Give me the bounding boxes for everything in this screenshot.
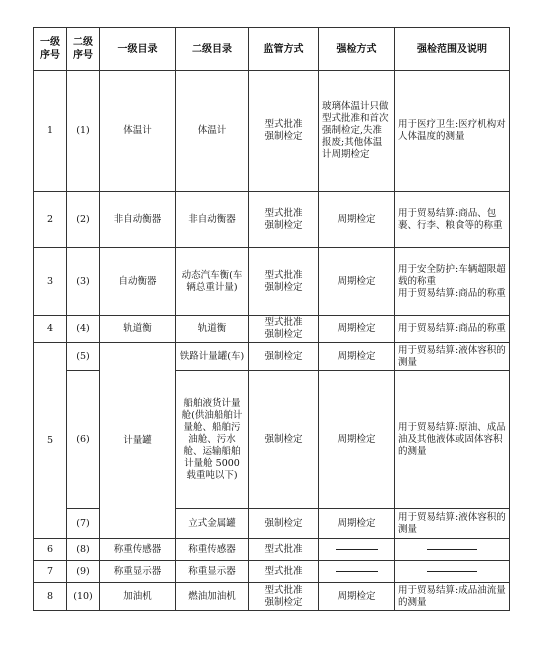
level2-no: (7) bbox=[67, 509, 100, 539]
supervision-method: 型式批准 强制检定 bbox=[249, 248, 319, 316]
dash-line bbox=[427, 571, 477, 572]
level2-no: (8) bbox=[67, 539, 100, 561]
scope-note: 用于贸易结算:液体容积的测量 bbox=[395, 343, 510, 371]
level2-no: (10) bbox=[67, 583, 100, 611]
level1-catalog: 称重显示器 bbox=[100, 561, 176, 583]
header-scope: 强检范围及说明 bbox=[395, 28, 510, 71]
level2-catalog: 动态汽车衡(车辆总重计量) bbox=[176, 248, 249, 316]
level1-catalog: 计量罐 bbox=[100, 343, 176, 539]
inspection-method: 周期检定 bbox=[319, 583, 395, 611]
level2-catalog: 体温计 bbox=[176, 71, 249, 192]
inspection-method: 周期检定 bbox=[319, 509, 395, 539]
header-level1-no: 一级序号 bbox=[34, 28, 67, 71]
supervision-method: 型式批准 强制检定 bbox=[249, 71, 319, 192]
level1-catalog: 自动衡器 bbox=[100, 248, 176, 316]
level2-no: (6) bbox=[67, 371, 100, 509]
level2-catalog: 立式金属罐 bbox=[176, 509, 249, 539]
inspection-method: 周期检定 bbox=[319, 192, 395, 248]
level1-catalog: 非自动衡器 bbox=[100, 192, 176, 248]
level2-no: (1) bbox=[67, 71, 100, 192]
table-row bbox=[34, 343, 510, 371]
header-inspection: 强检方式 bbox=[319, 28, 395, 71]
supervision-method: 型式批准 强制检定 bbox=[249, 316, 319, 343]
scope-note: 用于医疗卫生:医疗机构对人体温度的测量 bbox=[395, 71, 510, 192]
level2-no: (3) bbox=[67, 248, 100, 316]
supervision-method: 型式批准 bbox=[249, 561, 319, 583]
table-row bbox=[34, 316, 510, 343]
table-row bbox=[34, 192, 510, 248]
level1-no: 2 bbox=[34, 192, 67, 248]
empty-dash-cell bbox=[319, 539, 395, 561]
dash-line bbox=[427, 549, 477, 550]
level2-catalog: 称重传感器 bbox=[176, 539, 249, 561]
level1-no: 3 bbox=[34, 248, 67, 316]
level2-catalog: 铁路计量罐(车) bbox=[176, 343, 249, 371]
scope-note: 用于贸易结算:商品、包裹、行李、粮食等的称重 bbox=[395, 192, 510, 248]
level1-no: 4 bbox=[34, 316, 67, 343]
inspection-method: 玻璃体温计只做型式批准和首次强制检定,失准报废;其他体温计周期检定 bbox=[319, 71, 395, 192]
scope-note: 用于安全防护:车辆超限超载的称重 用于贸易结算:商品的称重 bbox=[395, 248, 510, 316]
header-supervision: 监管方式 bbox=[249, 28, 319, 71]
level2-no: (5) bbox=[67, 343, 100, 371]
inspection-method: 周期检定 bbox=[319, 248, 395, 316]
supervision-method: 强制检定 bbox=[249, 343, 319, 371]
level2-catalog: 燃油加油机 bbox=[176, 583, 249, 611]
level1-catalog: 轨道衡 bbox=[100, 316, 176, 343]
header-row bbox=[34, 28, 510, 71]
level1-no: 7 bbox=[34, 561, 67, 583]
supervision-method: 强制检定 bbox=[249, 509, 319, 539]
header-level2-catalog: 二级目录 bbox=[176, 28, 249, 71]
inspection-method: 周期检定 bbox=[319, 316, 395, 343]
table-row bbox=[34, 71, 510, 192]
level2-catalog: 称重显示器 bbox=[176, 561, 249, 583]
header-level2-no: 二级序号 bbox=[67, 28, 100, 71]
scope-note: 用于贸易结算:原油、成品油及其他液体或固体容积的测量 bbox=[395, 371, 510, 509]
supervision-method: 型式批准 强制检定 bbox=[249, 583, 319, 611]
inspection-method: 周期检定 bbox=[319, 371, 395, 509]
level2-no: (4) bbox=[67, 316, 100, 343]
inspection-method: 周期检定 bbox=[319, 343, 395, 371]
level2-no: (9) bbox=[67, 561, 100, 583]
level2-catalog: 轨道衡 bbox=[176, 316, 249, 343]
supervision-method: 强制检定 bbox=[249, 371, 319, 509]
level1-no: 6 bbox=[34, 539, 67, 561]
level1-no: 8 bbox=[34, 583, 67, 611]
scope-note: 用于贸易结算:液体容积的测量 bbox=[395, 509, 510, 539]
supervision-method: 型式批准 强制检定 bbox=[249, 192, 319, 248]
scope-note: 用于贸易结算:成品油流量的测量 bbox=[395, 583, 510, 611]
dash-line bbox=[336, 549, 378, 550]
empty-dash-cell bbox=[395, 539, 510, 561]
scope-note: 用于贸易结算:商品的称重 bbox=[395, 316, 510, 343]
table-row bbox=[34, 583, 510, 611]
table-row bbox=[34, 539, 510, 561]
header-level1-catalog: 一级目录 bbox=[100, 28, 176, 71]
level1-catalog: 体温计 bbox=[100, 71, 176, 192]
level1-catalog: 加油机 bbox=[100, 583, 176, 611]
level1-no: 1 bbox=[34, 71, 67, 192]
empty-dash-cell bbox=[395, 561, 510, 583]
table-row bbox=[34, 248, 510, 316]
inspection-table bbox=[33, 27, 510, 611]
level1-catalog: 称重传感器 bbox=[100, 539, 176, 561]
empty-dash-cell bbox=[319, 561, 395, 583]
level2-catalog: 船舶液货计量舱(供油船舶计量舱、船舶污油舱、污水舱、运输船舶计量舱 5000 载重吨以下) bbox=[176, 371, 249, 509]
level1-no: 5 bbox=[34, 343, 67, 539]
dash-line bbox=[336, 571, 378, 572]
table-row bbox=[34, 561, 510, 583]
level2-catalog: 非自动衡器 bbox=[176, 192, 249, 248]
supervision-method: 型式批准 bbox=[249, 539, 319, 561]
level2-no: (2) bbox=[67, 192, 100, 248]
